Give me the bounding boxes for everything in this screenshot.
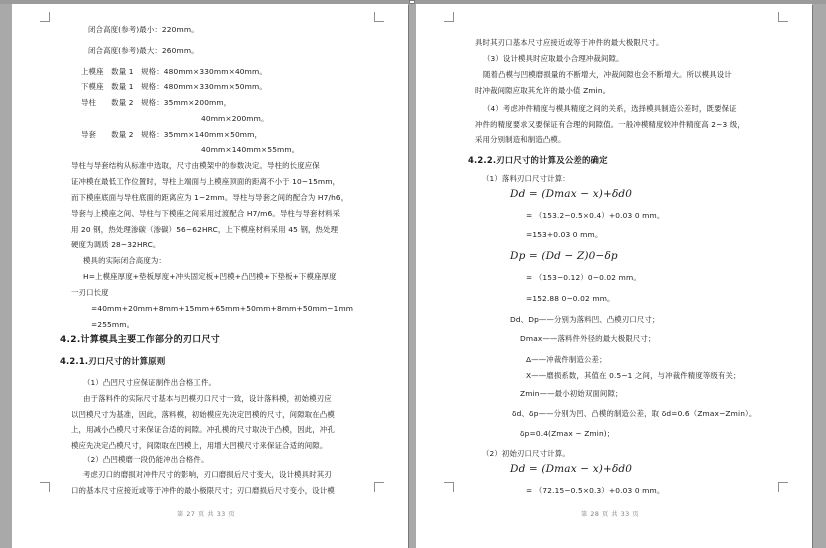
crop-mark bbox=[444, 482, 454, 492]
subsection-heading: 4.2.1.刃口尺寸的计算原则 bbox=[60, 356, 166, 366]
text-line: 采用分别制造和制造凸模。 bbox=[475, 135, 566, 144]
text-line: 而下模座底面与导柱底面的距离应为 1~2mm。导柱与导套之间的配合为 H7/h6， bbox=[71, 193, 349, 202]
text-line: 闭合高度(参考)最大：260mm。 bbox=[88, 46, 199, 55]
text-line: 导柱 数量 2 规格：35mm×200mm， bbox=[81, 98, 232, 107]
text-line: 导套 数量 2 规格：35mm×140mm×50mm， bbox=[81, 130, 263, 139]
subsection-heading: 4.2.2.刃口尺寸的计算及公差的确定 bbox=[468, 155, 608, 165]
text-line: X——磨损系数，其值在 0.5~1 之间，与冲裁件精度等级有关； bbox=[526, 371, 741, 380]
text-line: 40mm×200mm。 bbox=[201, 114, 269, 123]
text-line: 证冲模在最低工作位置时，导柱上端面与上模座顶面的距离不小于 10~15mm， bbox=[71, 177, 341, 186]
text-line: 由于落料件的实际尺寸基本与凹模刃口尺寸一致，设计落料模，初始模刃应 bbox=[83, 394, 332, 403]
formula-line: = （153.2−0.5×0.4）+0.03 0 mm。 bbox=[526, 211, 665, 220]
crop-mark bbox=[778, 482, 788, 492]
text-line: 随着凸模与凹模磨损量的不断增大，冲裁间隙也会不断增大。所以模具设计 bbox=[483, 70, 732, 79]
crop-mark bbox=[444, 12, 454, 22]
text-line: Δ——冲裁件制造公差； bbox=[526, 355, 607, 364]
text-line: Zmin——最小初始双面间隙； bbox=[520, 389, 623, 398]
text-line: 考虑刃口的磨损对冲件尺寸的影响，刃口磨损后尺寸变大，设计模具时其刃 bbox=[83, 470, 332, 479]
crop-mark bbox=[374, 12, 384, 22]
text-line: 上，用减小凸模尺寸来保证合适的间隙。冲孔模的尺寸取决于凸模，因此，冲孔 bbox=[71, 425, 335, 434]
formula: Dp = (Dd − Z)0−δp bbox=[510, 250, 618, 262]
text-line: 模应先决定凸模尺寸，间隙取在凹模上，用增大凹模尺寸来保证合适的间隙。 bbox=[71, 441, 328, 450]
text-line: H=上模座厚度+垫板厚度+冲头固定板+凹模+凸凹模+下垫板+下模座厚度 bbox=[83, 272, 337, 281]
formula-line: = （72.15−0.5×0.3）+0.03 0 mm。 bbox=[526, 486, 665, 495]
text-line: 40mm×140mm×55mm。 bbox=[201, 145, 300, 154]
text-line: （1）落料刃口尺寸计算： bbox=[482, 174, 570, 183]
crop-mark bbox=[374, 482, 384, 492]
text-line: 时冲裁间隙应取其允许的最小值 Zmin。 bbox=[475, 86, 611, 95]
page-footer: 第 27 页 共 33 页 bbox=[177, 511, 236, 518]
text-line: （1）凸凹尺寸应保证制件出合格工件。 bbox=[83, 378, 217, 387]
formula-line: δp=0.4(Zmax − Zmin)； bbox=[520, 429, 615, 438]
text-line: δd、δp——分别为凹、凸模的制造公差，取 δd=0.6（Zmax−Zmin）。 bbox=[512, 409, 757, 418]
formula-line: = （153−0.12）0−0.02 mm。 bbox=[526, 273, 641, 282]
formula: Dd = (Dmax − x)+δd0 bbox=[510, 188, 633, 200]
document-page-27 bbox=[12, 4, 408, 548]
formula: Dd = (Dmax − x)+δd0 bbox=[510, 463, 633, 475]
text-line: （4）考虑冲件精度与模具精度之间的关系，选择模具制造公差时，既要保证 bbox=[483, 104, 737, 113]
text-line: 以凹模尺寸为基准，因此，落料模，初始模应先决定凹模的尺寸，间隙取在凸模 bbox=[71, 410, 335, 419]
text-line: （3）设计模具时应取最小合理冲裁间隙。 bbox=[483, 54, 624, 63]
text-line: 导柱与导套结构从标准中选取，尺寸由模架中的参数决定。导柱的长度应保 bbox=[71, 161, 320, 170]
ruler-marker[interactable] bbox=[409, 0, 415, 4]
page-footer: 第 28 页 共 33 页 bbox=[581, 511, 640, 518]
crop-mark bbox=[40, 482, 50, 492]
text-line: 模具的实际闭合高度为： bbox=[83, 256, 166, 265]
text-line: 硬度为调质 28~32HRC。 bbox=[71, 240, 161, 249]
crop-mark bbox=[40, 12, 50, 22]
text-line: 用 20 钢，热处理渗碳（渗碳）56~62HRC，上下模座材料采用 45 钢，热处理 bbox=[71, 225, 339, 234]
text-line: （2）凸凹模磨一段仍能冲出合格件。 bbox=[83, 455, 209, 464]
text-line: Dd、Dp——分别为落料凹、凸模刃口尺寸； bbox=[510, 315, 660, 324]
document-page-28 bbox=[416, 4, 812, 548]
text-line: 闭合高度(参考)最小：220mm。 bbox=[88, 25, 199, 34]
text-line: 导套与上模座之间、导柱与下模座之间采用过渡配合 H7/m6。导柱与导套材料采 bbox=[71, 209, 341, 218]
text-line: 一刃口长度 bbox=[71, 288, 109, 297]
text-line: =40mm+20mm+8mm+15mm+65mm+50mm+8mm+50mm−1mm bbox=[91, 304, 354, 313]
text-line: 具时其刃口基本尺寸应接近或等于冲件的最大极限尺寸。 bbox=[475, 38, 664, 47]
crop-mark bbox=[778, 12, 788, 22]
text-line: 下模座 数量 1 规格：480mm×330mm×50mm。 bbox=[81, 82, 267, 91]
text-line: （2）初始刃口尺寸计算。 bbox=[482, 449, 570, 458]
text-line: =255mm。 bbox=[91, 320, 135, 329]
formula-line: =152.88 0−0.02 mm。 bbox=[526, 294, 615, 303]
text-line: 口的基本尺寸应接近或等于冲件的最小极限尺寸；刃口磨损后尺寸变小，设计模 bbox=[71, 486, 335, 495]
text-line: 冲件的精度要求又要保证有合理的间隙值。一般冲模精度较冲件精度高 2~3 级， bbox=[475, 120, 745, 129]
formula-line: =153+0.03 0 mm。 bbox=[526, 230, 603, 239]
text-line: 上模座 数量 1 规格：480mm×330mm×40mm。 bbox=[81, 67, 267, 76]
text-line: Dmax——落料件外径的最大极限尺寸； bbox=[520, 334, 656, 343]
section-heading: 4.2.计算模具主要工作部分的刃口尺寸 bbox=[60, 335, 221, 345]
